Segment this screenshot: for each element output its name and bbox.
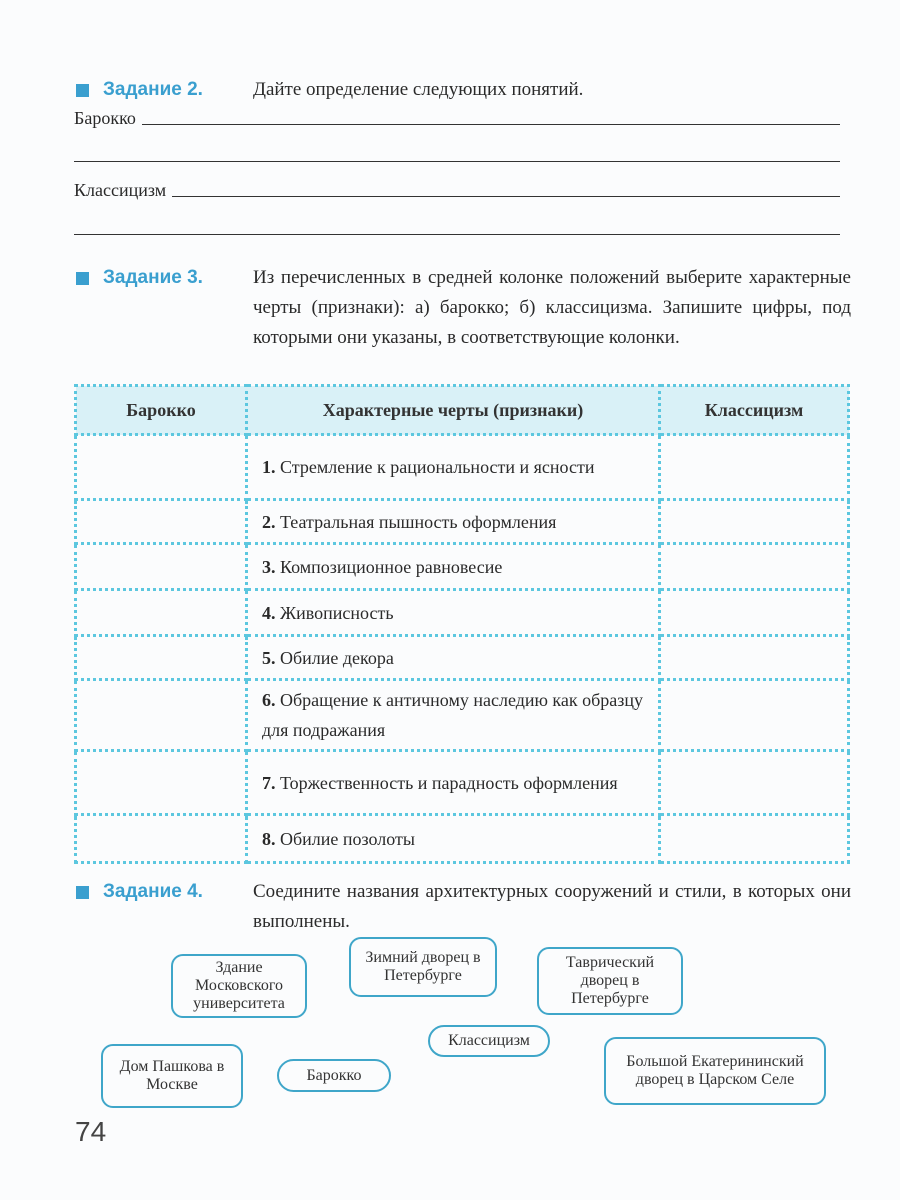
answer-line-classicism-2[interactable] [74, 234, 840, 235]
classicism-answer-cell[interactable] [660, 544, 849, 590]
feature-text: Композиционное равновесие [280, 556, 503, 577]
classicism-answer-cell[interactable] [660, 435, 849, 500]
definition-row-classicism [74, 180, 840, 201]
feature-cell [247, 751, 660, 815]
task-2-label: Задание 2. [103, 79, 203, 100]
table-row [76, 544, 849, 590]
definition-row-baroque [74, 108, 840, 129]
feature-number: 1. [262, 457, 276, 477]
baroque-answer-cell[interactable] [76, 680, 247, 751]
classicism-answer-cell[interactable] [660, 500, 849, 544]
baroque-answer-cell[interactable] [76, 815, 247, 863]
features-table [74, 384, 850, 864]
answer-line-classicism[interactable] [172, 195, 840, 197]
task-4 [76, 880, 851, 937]
feature-text: Торжественность и парадность оформления [280, 772, 618, 793]
task-2 [76, 78, 851, 105]
feature-number: 4. [262, 602, 276, 623]
feature-text: Стремление к рациональности и ясности [280, 457, 595, 477]
definition-label-classicism: Классицизм [74, 180, 167, 200]
table-row [76, 636, 849, 680]
building-catherine-palace[interactable]: Большой Екатерининский дворец в Царском Селе [604, 1037, 826, 1105]
task-marker-icon [76, 84, 89, 97]
task-marker-icon [76, 886, 89, 899]
building-moscow-university[interactable]: Здание Московского университета [171, 954, 307, 1018]
task-4-label: Задание 4. [103, 881, 203, 902]
baroque-answer-cell[interactable] [76, 500, 247, 544]
table-row [76, 815, 849, 863]
table-row [76, 500, 849, 544]
feature-cell [247, 680, 660, 751]
baroque-answer-cell[interactable] [76, 544, 247, 590]
table-row [76, 590, 849, 636]
feature-cell [247, 815, 660, 863]
feature-text: Обращение к античному наследию как образцу для подражания [262, 690, 644, 740]
answer-line-baroque-2[interactable] [74, 161, 840, 162]
building-pashkov-house[interactable]: Дом Пашкова в Москве [101, 1044, 243, 1108]
table-header-row [76, 386, 849, 435]
baroque-answer-cell[interactable] [76, 590, 247, 636]
classicism-answer-cell[interactable] [660, 680, 849, 751]
baroque-answer-cell[interactable] [76, 435, 247, 500]
building-tauride-palace[interactable]: Таврический дворец в Петербурге [537, 947, 683, 1015]
style-classicism[interactable]: Классицизм [428, 1025, 550, 1057]
task-2-text: Дайте определение следующих понятий. [253, 79, 584, 100]
feature-cell [247, 435, 660, 500]
feature-number: 6. [262, 690, 276, 710]
definition-label-baroque: Барокко [74, 108, 136, 128]
feature-cell [247, 544, 660, 590]
feature-number: 5. [262, 647, 276, 668]
header-baroque: Барокко [76, 386, 247, 435]
style-baroque[interactable]: Барокко [277, 1059, 391, 1092]
answer-line-baroque[interactable] [142, 123, 840, 125]
header-features: Характерные черты (признаки) [247, 386, 660, 435]
task-3 [76, 266, 851, 353]
table-row [76, 435, 849, 500]
feature-cell [247, 500, 660, 544]
feature-text: Обилие позолоты [280, 828, 415, 849]
feature-text: Театральная пышность оформления [280, 511, 557, 532]
page-number: 74 [75, 1116, 107, 1147]
feature-number: 3. [262, 556, 276, 577]
feature-cell [247, 590, 660, 636]
table-row [76, 751, 849, 815]
classicism-answer-cell[interactable] [660, 590, 849, 636]
baroque-answer-cell[interactable] [76, 636, 247, 680]
task-3-text: Из перечисленных в средней колонке положений выберите характерные черты (признаки): а) барокко; б) классицизма. Запишите цифры, под которыми они указаны, в соответствующие колонки. [253, 267, 851, 348]
feature-text: Обилие декора [280, 647, 394, 668]
feature-number: 7. [262, 772, 276, 793]
classicism-answer-cell[interactable] [660, 751, 849, 815]
baroque-answer-cell[interactable] [76, 751, 247, 815]
feature-number: 2. [262, 511, 276, 532]
building-winter-palace[interactable]: Зимний дворец в Петербурге [349, 937, 497, 997]
task-4-text: Соедините названия архитектурных сооружений и стили, в которых они выполнены. [253, 881, 851, 932]
classicism-answer-cell[interactable] [660, 636, 849, 680]
task-3-label: Задание 3. [103, 267, 203, 288]
feature-number: 8. [262, 828, 276, 849]
header-classicism: Классицизм [660, 386, 849, 435]
table-row [76, 680, 849, 751]
task-marker-icon [76, 272, 89, 285]
classicism-answer-cell[interactable] [660, 815, 849, 863]
feature-text: Живописность [280, 602, 394, 623]
feature-cell [247, 636, 660, 680]
